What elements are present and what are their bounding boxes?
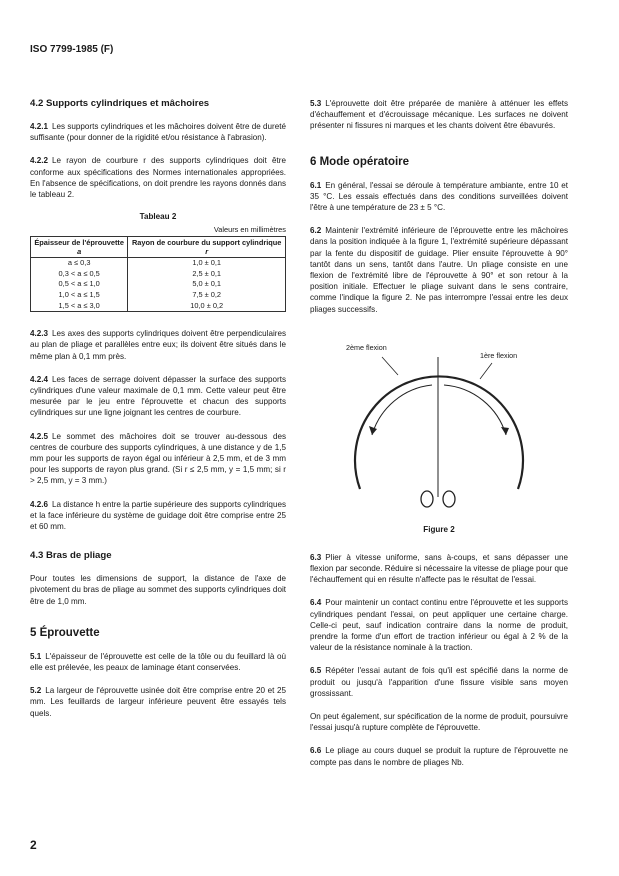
arrowhead-icon xyxy=(369,426,377,435)
paragraph-number: 4.2.1 xyxy=(30,122,49,131)
table-row xyxy=(31,269,286,280)
paragraph-number: 6.2 xyxy=(310,226,322,236)
paragraph-number: 6.4 xyxy=(310,598,322,608)
paragraph-text: Les supports cylindriques et les mâchoires doivent être de dureté suffisante (pour donner de la rigidité et/ou résistance à l'abrasion). xyxy=(30,122,286,143)
table-cell-thickness: 0,3 < a ≤ 0,5 xyxy=(31,269,128,280)
second-bend-label: 2ème flexion xyxy=(346,342,387,352)
paragraph-4-2-1 xyxy=(30,121,286,143)
paragraph-number: 6.3 xyxy=(310,552,322,562)
paragraph-number: 6.5 xyxy=(310,666,322,676)
first-bend-label: 1ère flexion xyxy=(480,350,518,360)
table-row xyxy=(31,258,286,269)
section-4-3-title: 4.3 Bras de pliage xyxy=(30,550,112,562)
table-cell-thickness: 1,5 < a ≤ 3,0 xyxy=(31,301,128,312)
header-symbol: a xyxy=(77,247,82,257)
second-bend-arrow-path xyxy=(372,385,432,435)
paragraph-text: Pour maintenir un contact continu entre l'éprouvette et les supports cylindriques pendant l'essai, on peut appliquer une certaine charge. Celle-ci peut, sauf indication contraire dans la norme de produit, prendre la forme d'un effort de traction inférieur ou égal à 2 % de la valeur de la résistance nominale à la traction. xyxy=(310,598,568,653)
paragraph-6-6 xyxy=(310,745,568,767)
bend-diagram xyxy=(310,327,568,517)
paragraph-6-1 xyxy=(310,180,568,214)
paragraph-text: L'épaisseur de l'éprouvette est celle de la tôle ou du feuillard là où elle est prélevée, les peaux de laminage étant conservées. xyxy=(30,651,286,673)
paragraph-number: 4.2.3 xyxy=(30,329,49,339)
table-2 xyxy=(30,236,286,312)
paragraph-text: En général, l'essai se déroule à température ambiante, entre 10 et 35 °C. Les essais effectués dans des conditions surveillées doivent l'être à une température de 23 ± 5 °C. xyxy=(310,180,568,213)
paragraph-4-2-2 xyxy=(30,155,286,200)
paragraph-6-2 xyxy=(310,225,568,315)
section-5-title: 5 Éprouvette xyxy=(30,626,100,639)
paragraph-number: 4.2.4 xyxy=(30,374,49,384)
table-header-radius xyxy=(128,237,286,258)
paragraph-number: 4.2.5 xyxy=(30,431,49,441)
table-cell-thickness: 1,0 < a ≤ 1,5 xyxy=(31,290,128,301)
table-cell-radius: 7,5 ± 0,2 xyxy=(128,290,286,301)
table-row xyxy=(31,290,286,301)
first-bend-arrow-path xyxy=(444,385,506,435)
section-6-title: 6 Mode opératoire xyxy=(310,155,410,168)
table-row xyxy=(31,279,286,290)
table-cell-thickness: 0,5 < a ≤ 1,0 xyxy=(31,279,128,290)
paragraph-text: L'éprouvette doit être préparée de manière à atténuer les effets d'échauffement et d'écrouissage mécanique. Les surfaces ne doivent présenter ni fissures ni marques et les chants doivent être ébavurés. xyxy=(310,99,568,131)
paragraph-4-2-6 xyxy=(30,499,286,533)
paragraph-4-2-5 xyxy=(30,431,286,487)
paragraph-number: 6.6 xyxy=(310,746,322,756)
table-cell-thickness: a ≤ 0,3 xyxy=(31,258,128,269)
paragraph-text: Répéter l'essai autant de fois qu'il est spécifié dans la norme de produit ou jusqu'à l'apparition d'une fissure visible sans moyen grossissant. xyxy=(310,666,568,698)
paragraph-text: La largeur de l'éprouvette usinée doit être comprise entre 20 et 25 mm. Les feuillards de largeur inférieure peuvent être essayés tels quels. xyxy=(30,686,286,718)
figure-caption: Figure 2 xyxy=(423,524,455,534)
paragraph-number: 4.2.6 xyxy=(30,499,49,509)
table-cell-radius: 1,0 ± 0,1 xyxy=(128,258,286,269)
header-symbol: r xyxy=(205,247,209,257)
paragraph-text: Plier à vitesse uniforme, sans à-coups, et sans dépasser une flexion par seconde. Réduire si nécessaire la vitesse de pliage pour que l'échauffement qui en résulte n'affecte pas le résultat de l'essai. xyxy=(310,552,568,585)
table-cell-radius: 10,0 ± 0,2 xyxy=(128,301,286,312)
paragraph-5-1 xyxy=(30,651,286,673)
document-header: ISO 7799-1985 (F) xyxy=(30,44,114,55)
paragraph-6-5-continued: On peut également, sur spécification de la norme de produit, poursuivre l'essai jusqu'à rupture complète de l'éprouvette. xyxy=(310,712,568,733)
paragraph-number: 5.2 xyxy=(30,686,42,696)
right-column xyxy=(310,98,568,780)
paragraph-text: Les faces de serrage doivent dépasser la surface des supports cylindriques d'une valeur maximale de 0,1 mm. Cette valeur peut être mesurée par le jeu entre l'éprouvette et chacun des supports cylindriques sur une ligne joignant les centres de courbure. xyxy=(30,374,286,418)
paragraph-text: Le sommet des mâchoires doit se trouver au-dessous des centres de courbure des supports cylindriques, à une distance y de 1,5 mm pour les supports de rayon égal ou inférieur à 2,5 mm, et de 3 mm pour les supports de rayon plus grand. (Si r ≤ 2,5 mm, y = 1,5 mm; si r > 2,5 mm, y = 3 mm.) xyxy=(30,431,286,486)
paragraph-text: Maintenir l'extrémité inférieure de l'éprouvette entre les mâchoires dans la position indiquée à la figure 1, l'extrémité supérieure dépassant par la fente du dispositif de guidage. Plier ensuite l'éprouvette à 90° tantôt dans un sens, tantôt dans l'autre. Un pliage consiste en une flexion de l'extrémité libre de l'éprouvette à 90° et son retour à la position initiale. Effectuer le pliage suivant dans le sens contraire, comme l'indique la figure 2. Ne pas interrompre l'essai entre les deux pliages successifs. xyxy=(310,226,568,314)
left-column xyxy=(30,98,286,731)
label-leader-line xyxy=(480,363,492,379)
paragraph-number: 5.3 xyxy=(310,99,322,108)
specimen-arc xyxy=(355,376,523,489)
table-cell-radius: 2,5 ± 0,1 xyxy=(128,269,286,280)
paragraph-text: Le pliage au cours duquel se produit la rupture de l'éprouvette ne compte pas dans le nombre de pliages Nb. xyxy=(310,746,568,767)
table-units: Valeurs en millimètres xyxy=(213,225,286,235)
label-leader-line xyxy=(382,357,398,375)
support-cylinder-left xyxy=(421,491,433,507)
figure-2 xyxy=(310,327,568,517)
paragraph-number: 5.1 xyxy=(30,651,42,661)
paragraph-5-3 xyxy=(310,98,568,132)
paragraph-text: Les axes des supports cylindriques doivent être perpendiculaires au plan de pliage et parallèles entre eux; ils doivent être situés dans le même plan à 0,1 mm près. xyxy=(30,329,286,361)
header-label: Rayon de courbure du support cylindrique xyxy=(131,238,282,248)
paragraph-4-2-3 xyxy=(30,328,286,362)
paragraph-number: 6.1 xyxy=(310,180,322,190)
arrowhead-icon xyxy=(501,427,509,435)
paragraph-6-3 xyxy=(310,552,568,586)
table-cell-radius: 5,0 ± 0,1 xyxy=(128,279,286,290)
paragraph-5-2 xyxy=(30,685,286,719)
support-cylinder-right xyxy=(443,491,455,507)
paragraph-text: Le rayon de courbure r des supports cylindriques doit être conforme aux spécifications des Normes internationales appropriées. En l'absence de spécifications, on doit prendre les rayons donnés dans le tableau 2. xyxy=(30,156,286,200)
header-label: Épaisseur de l'éprouvette xyxy=(34,238,124,248)
table-title: Tableau 2 xyxy=(139,212,177,222)
section-4-2-title: 4.2 Supports cylindriques et mâchoires xyxy=(30,98,210,109)
paragraph-6-5 xyxy=(310,665,568,699)
table-row xyxy=(31,301,286,312)
paragraph-4-2-4 xyxy=(30,374,286,419)
paragraph-6-4 xyxy=(310,597,568,653)
page-number: 2 xyxy=(30,838,37,852)
paragraph-4-3: Pour toutes les dimensions de support, la distance de l'axe de pivotement du bras de pliage au sommet des supports cylindriques doit être de 1,0 mm. xyxy=(30,574,286,606)
paragraph-text: La distance h entre la partie supérieure des supports cylindriques et la face inférieure du système de guidage doit être comprise entre 25 et 60 mm. xyxy=(30,499,286,532)
table-header-thickness xyxy=(31,237,128,258)
paragraph-number: 4.2.2 xyxy=(30,156,49,166)
